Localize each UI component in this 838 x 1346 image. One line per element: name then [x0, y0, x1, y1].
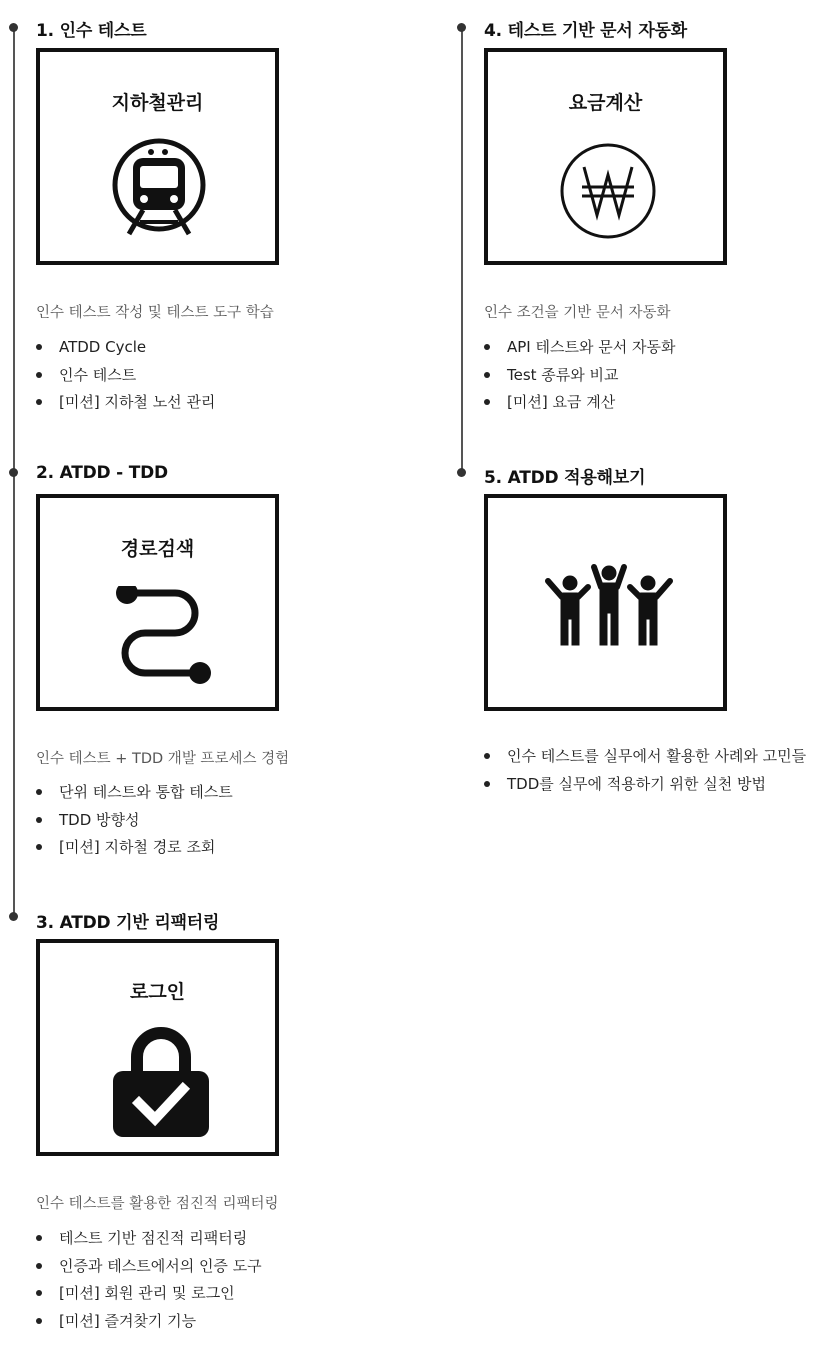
section-description: 인수 테스트 + TDD 개발 프로세스 경험 [36, 751, 290, 767]
lock-check-icon [109, 1027, 213, 1139]
topic-list [482, 747, 806, 802]
timeline-dot [457, 23, 466, 32]
course-card-subway[interactable] [36, 48, 279, 265]
list-item: [미션] 즐겨찾기 기능 [34, 1312, 262, 1340]
list-item: [미션] 지하철 경로 조회 [34, 838, 233, 866]
list-item: API 테스트와 문서 자동화 [482, 338, 675, 366]
section-heading: 2. ATDD - TDD [36, 463, 168, 483]
section-description: 인수 테스트 작성 및 테스트 도구 학습 [36, 305, 274, 321]
timeline-dot [9, 23, 18, 32]
topic-list [34, 338, 215, 421]
section-heading: 1. 인수 테스트 [36, 21, 147, 41]
topic-list [34, 783, 233, 866]
card-title: 경로검색 [120, 538, 195, 560]
section-heading: 5. ATDD 적용해보기 [484, 468, 646, 488]
timeline-dot [9, 468, 18, 477]
card-title: 지하철관리 [111, 92, 204, 114]
list-item: TDD 방향성 [34, 811, 233, 839]
list-item: 단위 테스트와 통합 테스트 [34, 783, 233, 811]
list-item: [미션] 지하철 노선 관리 [34, 393, 215, 421]
won-currency-icon [558, 141, 658, 241]
timeline-dot [457, 468, 466, 477]
list-item: 테스트 기반 점진적 리팩터링 [34, 1229, 262, 1257]
route-path-icon [105, 586, 215, 686]
timeline-dot [9, 912, 18, 921]
list-item: [미션] 요금 계산 [482, 393, 675, 421]
list-item: [미션] 회원 관리 및 로그인 [34, 1284, 262, 1312]
list-item: TDD를 실무에 적용하기 위한 실천 방법 [482, 775, 806, 803]
list-item: 인증과 테스트에서의 인증 도구 [34, 1257, 262, 1285]
section-heading: 3. ATDD 기반 리팩터링 [36, 913, 220, 933]
course-card-route[interactable] [36, 494, 279, 711]
course-card-apply[interactable] [484, 494, 727, 711]
team-celebrate-icon [544, 563, 674, 647]
card-title: 로그인 [129, 981, 186, 1003]
topic-list [482, 338, 675, 421]
list-item: 인수 테스트를 실무에서 활용한 사례와 고민들 [482, 747, 806, 775]
section-description: 인수 테스트를 활용한 점진적 리팩터링 [36, 1196, 279, 1212]
list-item: ATDD Cycle [34, 338, 215, 366]
section-heading: 4. 테스트 기반 문서 자동화 [484, 21, 687, 41]
course-card-fare[interactable] [484, 48, 727, 265]
timeline-right [461, 28, 463, 470]
list-item: Test 종류와 비교 [482, 366, 675, 394]
course-card-login[interactable] [36, 939, 279, 1156]
card-title: 요금계산 [568, 92, 643, 114]
section-description: 인수 조건을 기반 문서 자동화 [484, 305, 671, 321]
list-item: 인수 테스트 [34, 366, 215, 394]
subway-train-icon [107, 138, 211, 238]
topic-list [34, 1229, 262, 1339]
